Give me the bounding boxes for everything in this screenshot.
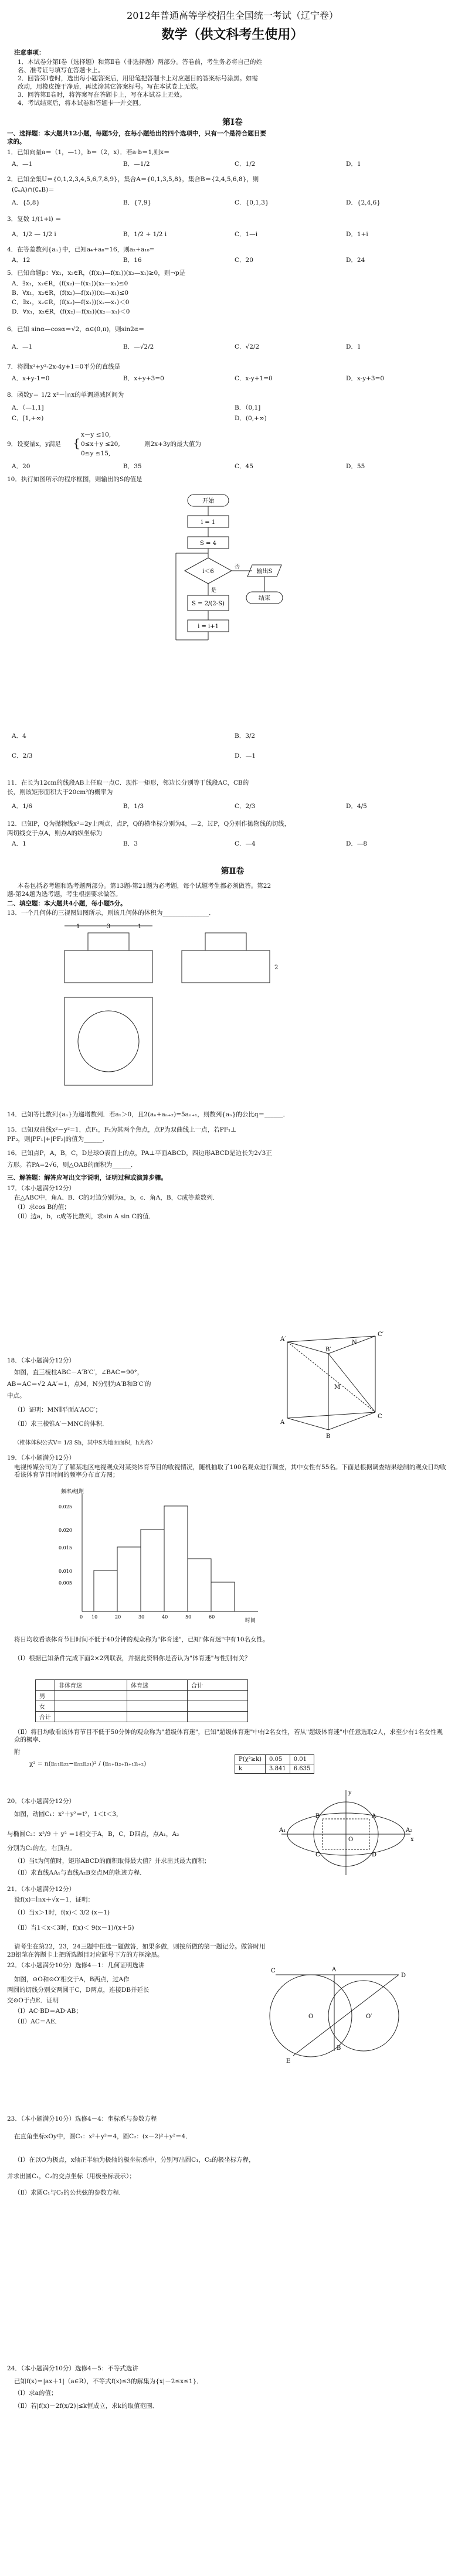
flow-end: 结束 <box>259 595 270 602</box>
q5-option: D．∀x₁，x₂∈R，(f(x₂)—f(x₁))(x₂—x₁)＜0 <box>12 308 130 315</box>
q22-line: （Ⅰ）AC·BD＝AD·AB； <box>14 2008 82 2015</box>
q22-line: 如图，⊙O和⊙O′相交于A，B两点，过A作 <box>14 1976 130 1983</box>
hist-ytick: 0.010 <box>59 1569 72 1574</box>
q16-stem2: 方形。若PA=2√6，则△OAB的面积为______． <box>7 1161 137 1168</box>
notice-line: 1．本试卷分第Ⅰ卷（选择题）和第Ⅱ卷（非选择题）两部分。答卷前，考生务必将自己的姓 <box>18 59 262 66</box>
q9-brace: { <box>73 436 80 450</box>
part1-title: 第Ⅰ卷 <box>222 118 243 127</box>
q18-line: （椎体体积公式V= 1/3 Sh，其中S为地面面积，h为高） <box>14 1440 156 1446</box>
part2-title: 第Ⅱ卷 <box>220 867 245 876</box>
q10-option: A．4 <box>12 732 26 740</box>
q22-line: 交⊙O于点E．证明 <box>7 1997 59 2004</box>
q13-stem: 13．一个几何体的三视图如图所示，则该几何体的体积为_______________． <box>7 909 215 916</box>
q20-line: 与椭圆C₂：x²/9 ＋ y² ＝1相交于A，B，C，D四点，点A₁，A₂ <box>7 1831 179 1838</box>
q22-label: E <box>286 2058 291 2064</box>
hist-xlabel: 时间 <box>245 1618 256 1624</box>
q3-option: A．1/2 — 1/2 i <box>12 231 56 238</box>
q11-option: A．1/6 <box>12 803 32 810</box>
q1-option: A．—1 <box>12 161 33 168</box>
q19-histogram <box>59 1488 270 1629</box>
q10-option: D．—1 <box>235 752 256 759</box>
q1-option: B．—1/2 <box>123 161 150 168</box>
q18-label: N <box>352 1340 357 1346</box>
pk-table <box>235 1754 314 1774</box>
q6-stem: 6．已知 sinα—cosα＝√2，α∈(0,π)，则sin2α＝ <box>7 326 145 333</box>
q8-option: C．[1,+∞) <box>12 415 44 422</box>
q3-option: C．1—i <box>235 231 258 238</box>
q9-tail: 则2x+3y的最大值为 <box>144 441 202 448</box>
hist-bars <box>94 1506 235 1611</box>
q5-stem: 5．已知命题p：∀x₁，x₂∈R，(f(x₂)—f(x₁))(x₂—x₁)≥0，则¬p是 <box>7 270 186 277</box>
q17-line: 在△ABC中，角A、B、C的对边分别为a，b，c．角A，B，C成等差数列． <box>14 1194 219 1201</box>
q2-option: A．{5,8} <box>12 199 40 206</box>
q20-line: 20．（本小题满分12分） <box>7 1798 75 1805</box>
q10-stem: 10．执行如图所示的程序框图，则输出的S的值是 <box>7 476 142 483</box>
q22-line: 两圆的切线分别交两圆于C，D两点，连接DB并延长 <box>7 1986 150 1994</box>
hist-ylabel: 频率/组距 <box>61 1489 84 1495</box>
notice-line: 4．考试结束后，将本试卷和答题卡一并交回。 <box>18 100 145 107</box>
q23-line: 23．（本小题满分10分）选修4－4：坐标系与参数方程 <box>7 2115 157 2122</box>
flow-no: 否 <box>235 564 240 570</box>
hist-ytick: 0.015 <box>59 1545 72 1551</box>
q12-option: C．—4 <box>235 840 256 847</box>
q11-stem: 11．在长为12cm的线段AB上任取一点C．现作一矩形，邻边长分别等于线段AC，CB的 <box>7 779 249 786</box>
q20-label: O <box>348 1836 354 1843</box>
q2-stem2: (∁ᵤA)∩(∁ᵤB)＝ <box>12 186 55 193</box>
q4-option: A．12 <box>12 257 30 264</box>
q18-label: M <box>334 1384 341 1391</box>
hist-xtick: 40 <box>162 1614 168 1620</box>
q9-constraint: 0≤y ≤15, <box>81 450 111 457</box>
flow-yes: 是 <box>211 588 217 594</box>
q20-label: y <box>348 1790 352 1796</box>
q20-label: A₂ <box>406 1827 413 1834</box>
flow-condition: i＜6 <box>202 568 214 575</box>
q4-option: C．20 <box>235 257 253 264</box>
optional-instruction: 请考生在第22，23，24三题中任选一题做答，如果多做，则按所做的第一题记分。做答时用 <box>14 1943 266 1950</box>
table-cell: 非体育迷 <box>55 1680 127 1691</box>
table-row <box>36 1701 248 1712</box>
q20-label: A <box>372 1813 376 1819</box>
q12-option: B．3 <box>123 840 138 847</box>
q9-option: D．55 <box>346 463 365 470</box>
q6-option: C．√2/2 <box>235 343 260 350</box>
q9-option: A．20 <box>12 463 30 470</box>
hist-ytick: 0.020 <box>59 1528 72 1533</box>
table-cell: 0.05 <box>266 1755 290 1764</box>
table-cell: 3.841 <box>266 1764 290 1774</box>
q12-option: A．1 <box>12 840 26 847</box>
q1-option: D．1 <box>346 161 361 168</box>
q21-line: 设f(x)=㏑x＋√x－1，证明： <box>14 1896 94 1903</box>
q7-option: D．x-y+3=0 <box>346 375 385 382</box>
q2-stem: 2．已知全集U＝{0,1,2,3,4,5,6,7,8,9}，集合A＝{0,1,3,5,8}，集合B＝{2,4,5,6,8}，则 <box>7 176 259 183</box>
q19-line: 19．（本小题满分12分） <box>7 1454 75 1461</box>
q18-line: 如图，直三棱柱ABC－A′B′C′，∠BAC＝90°， <box>14 1369 144 1376</box>
q2-option: B．{7,9} <box>123 199 152 206</box>
table-cell: 0.01 <box>290 1755 314 1764</box>
q12-option: D．—8 <box>346 840 368 847</box>
exam-title: 2012年普通高等学校招生全国统一考试（辽宁卷） <box>127 10 338 21</box>
hist-xtick: 0 <box>80 1614 83 1620</box>
q3-option: B．1/2 + 1/2 i <box>123 231 167 238</box>
q2-option: C．{0,1,3} <box>235 199 269 206</box>
q19-line: 将日均收看该体育节目时间不低于40分钟的观众称为"体育迷"，已知"体育迷"中有10名女性。 <box>14 1636 269 1643</box>
notice-line: 改动，用橡皮擦干净后，再选涂其它答案标号。写在本试卷上无效。 <box>18 83 202 90</box>
q9-option: C．45 <box>235 463 253 470</box>
table-cell: 体育迷 <box>127 1680 188 1691</box>
part2-intro: 题-第24题为选考题，考生根据要求做答。 <box>7 891 122 898</box>
q18-label: A′ <box>280 1336 286 1342</box>
q20-line: （Ⅱ）求直线AA₁与直线A₂B交点M的轨迹方程． <box>14 1869 146 1876</box>
q6-option: B．—√2/2 <box>123 343 154 350</box>
q9-constraint: 0≤x＋y ≤20, <box>81 441 120 448</box>
flow-increment: i = i+1 <box>198 623 219 630</box>
q10-option: B．3/2 <box>235 732 256 740</box>
q22-label: O <box>308 2013 314 2020</box>
q14-stem: 14．已知等比数列{aₙ}为递增数列．若a₁＞0，且2(aₙ+aₙ₊₂)=5aₙ₊₁，则数列{aₙ}的公比q＝______． <box>7 1111 290 1118</box>
notice-heading: 注意事项： <box>14 49 45 56</box>
q10-option: C．2/3 <box>12 752 33 759</box>
q8-stem: 8．函数y＝ 1/2 x²－㏑x的单调递减区间为 <box>7 391 124 398</box>
q3-option: D．1+i <box>346 231 368 238</box>
q5-option: A．∃x₁，x₂∈R，(f(x₂)—f(x₁))(x₂—x₁)≤0 <box>12 280 128 287</box>
q15-stem: 15．已知双曲线x²－y²=1，点F₁，F₂为其两个焦点，点P为双曲线上一点，若PF₁⊥ <box>7 1126 237 1133</box>
q8-option: B．（0,1] <box>235 404 261 411</box>
q3-stem: 3．复数 1/(1+i) ＝ <box>7 216 62 223</box>
q24-line: 24．（本小题满分10分）选修4－5：不等式选讲 <box>7 2365 138 2372</box>
q18-label: B′ <box>325 1347 331 1353</box>
q23-line: 在直角坐标xOy中，圆C₁：x²＋y²＝4，圆C₂：(x－2)²＋y²＝4． <box>14 2133 192 2140</box>
q5-option: B．∀x₁，x₂∈R，(f(x₂)—f(x₁))(x₂—x₁)≤0 <box>12 289 129 297</box>
q19-line: （Ⅱ）将日均收看该体育节目不低于50分钟的观众称为"超级体育迷"，已知"超级体育迷"中有2名女性，若从"超级体育迷"中任意选取2人，求至少有1名女性观众的概率． <box>14 1729 443 1743</box>
flow-init-i: i = 1 <box>201 519 216 526</box>
hist-xtick: 10 <box>91 1614 98 1620</box>
q23-line: （Ⅱ）求圆C₁与C₂的公共弦的参数方程． <box>14 2189 125 2196</box>
q1-option: C．1/2 <box>235 161 256 168</box>
chi-square-formula: χ² = n(n₁₁n₂₂−n₁₂n₂₁)² / (n₁₊n₂₊n₊₁n₊₂) <box>29 1760 147 1767</box>
q20-label: C <box>315 1852 320 1858</box>
q5-option: C．∃x₁，x₂∈R，(f(x₂)—f(x₁))(x₂—x₁)＜0 <box>12 299 130 306</box>
q18-line: （Ⅰ）证明：MN∥平面A′ACC′； <box>14 1406 101 1413</box>
table-cell: 6.635 <box>290 1764 314 1774</box>
q22-line: 22．（本小题满分10分）选修4－1：几何证明选讲 <box>7 1962 145 1969</box>
flow-init-s: S = 4 <box>200 540 216 547</box>
q22-label: A <box>332 1967 337 1973</box>
q20-line: 如图，动圆C₁：x²＋y²＝t²，1＜t＜3， <box>14 1811 123 1818</box>
q13-three-views <box>53 921 287 1097</box>
table-cell: 女 <box>36 1701 55 1712</box>
q8-option: D．(0,+∞) <box>235 415 267 422</box>
q1-stem: 1．已知向量a＝（1，—1），b＝（2，x）．若a·b＝1,则x＝ <box>7 149 170 156</box>
q20-label: B <box>315 1813 320 1819</box>
mc-instruction: 一、选择题：本大题共12小题，每题5分，在每小题给出的四个选项中，只有一个是符合题目要 <box>7 130 266 137</box>
q20-label: x <box>410 1836 414 1843</box>
q19-line: 电视传媒公司为了了解某地区电视观众对某类体育节目的收视情况，随机抽取了100名观众进行调查，其中女性有55名。下面是根据调查结果绘制的观众日均收看该体育节目时间的频率分布直方图； <box>14 1464 446 1478</box>
table-cell: 合计 <box>36 1712 55 1722</box>
q23-line: （Ⅰ）在以O为极点，x轴正半轴为极轴的极坐标系中，分别写出圆C₁，C₂的极坐标方程， <box>14 2156 255 2163</box>
q13-dim-label: 1 <box>76 924 80 930</box>
q18-line: AB＝AC＝√2 AA′＝1，点M，N分别为A′B和B′C′的 <box>7 1381 151 1388</box>
q20-line: 分别为C₂的左，右顶点。 <box>7 1845 76 1852</box>
q24-line: 已知f(x)＝|ax＋1|（a∈R），不等式f(x)≤3的解集为{x|－2≤x≤1}． <box>14 2378 203 2385</box>
q17-line: 17．（本小题满分12分） <box>7 1185 75 1192</box>
table-row <box>36 1712 248 1722</box>
q18-label: C <box>378 1413 382 1420</box>
q23-line: 并求出圆C₁，C₂的交点坐标（用极坐标表示）； <box>7 2173 135 2180</box>
q21-line: 21．（本小题满分12分） <box>7 1886 75 1893</box>
q11-option: D．4/5 <box>346 803 367 810</box>
table-row <box>235 1764 314 1774</box>
q11-option: C．2/3 <box>235 803 256 810</box>
subject-title: 数学（供文科考生使用） <box>161 28 304 42</box>
q9-option: B．35 <box>123 463 142 470</box>
q18-line: 中点。 <box>7 1392 26 1399</box>
q7-option: C．x-y+1=0 <box>235 375 273 382</box>
q22-label: B <box>337 2045 341 2052</box>
q22-label: O′ <box>366 2013 372 2020</box>
table-row <box>36 1680 248 1691</box>
q22-label: C <box>271 1968 276 1974</box>
q9-constraint: x－y ≤10, <box>81 431 111 438</box>
q6-option: D．1 <box>346 343 361 350</box>
answer-heading: 三、解答题：解答应写出文字说明，证明过程或演算步骤。 <box>7 1174 167 1181</box>
flow-output: 输出S <box>256 568 273 575</box>
q20-label: A₁ <box>279 1827 286 1834</box>
q12-stem2: 两切线交于点A，则点A的纵坐标为 <box>7 830 103 837</box>
q18-line: （Ⅱ）求三棱锥A′－MNC的体积． <box>14 1420 108 1427</box>
table-row <box>235 1755 314 1764</box>
q15-stem2: PF₂，则|PF₁|+|PF₂|的值为______． <box>7 1136 109 1143</box>
q21-line: （Ⅱ）当1＜x＜3时，f(x)＜ 9(x－1)/(x＋5) <box>14 1924 134 1931</box>
hist-xtick: 30 <box>138 1614 145 1620</box>
hist-ytick: 0.005 <box>59 1580 72 1586</box>
q4-option: B．16 <box>123 257 142 264</box>
q22-label: D <box>401 1972 406 1979</box>
q4-stem: 4．在等差数列{aₙ}中，已知a₄+a₈=16，则a₂+a₁₀= <box>7 246 155 253</box>
q20-label: D <box>372 1852 377 1858</box>
hist-xtick: 60 <box>209 1614 215 1620</box>
q18-label: B <box>326 1433 331 1440</box>
q20-ellipse-figure <box>276 1787 416 1881</box>
table-cell <box>36 1680 55 1691</box>
q18-label: C′ <box>378 1331 383 1338</box>
q11-option: B．1/3 <box>123 803 144 810</box>
table-cell: 合计 <box>188 1680 248 1691</box>
q22-line: （Ⅱ）AC＝AE． <box>14 2018 62 2025</box>
mc-instruction: 求的。 <box>7 138 26 145</box>
q4-option: D．24 <box>346 257 365 264</box>
q17-line: （Ⅰ）求cos B的值； <box>14 1204 70 1211</box>
flow-start: 开始 <box>202 498 214 505</box>
q21-line: （Ⅰ）当x＞1时，f(x)＜ 3/2 (x－1) <box>14 1909 110 1916</box>
q11-stem2: 长，则该矩形面积大于20cm²的概率为 <box>7 789 113 796</box>
q17-line: （Ⅱ）边a，b，c成等比数列，求sin A sin C的值． <box>14 1213 155 1220</box>
table-cell: P(χ²≥k) <box>235 1755 266 1764</box>
q9-stem: 9．设变量x，y满足 <box>7 441 62 448</box>
fill-heading: 二、填空题：本大题共4小题，每小题5分。 <box>7 900 127 907</box>
q22-circles-figure <box>258 1963 422 2069</box>
q13-dim-label: 2 <box>274 965 279 971</box>
q7-stem: 7．将圆x²+y²-2x-4y+1=0平分的直线是 <box>7 363 121 370</box>
q6-option: A．—1 <box>12 343 33 350</box>
q13-dim-label: 3 <box>106 924 111 930</box>
q19-line: 附 <box>14 1749 21 1756</box>
q13-dim-label: 1 <box>138 924 142 930</box>
optional-instruction: 2B铅笔在答题卡上把所选题目对应题号下方的方框涂黑。 <box>7 1951 164 1958</box>
q8-option: A．（—1,1] <box>12 404 44 411</box>
q24-line: （Ⅱ）若|f(x)－2f(x/2)|≤k恒成立，求k的取值范围． <box>14 2403 159 2410</box>
q18-prism-figure <box>276 1330 393 1447</box>
q2-option: D．{2,4,6} <box>346 199 381 206</box>
q12-stem: 12．已知P，Q为抛物线x²=2y上两点，点P，Q的横坐标分别为4，—2，过P，Q分别作抛物线的切线， <box>7 820 291 827</box>
q7-option: B．x+y+3=0 <box>123 375 164 382</box>
flow-update-s: S = 2/(2-S) <box>192 601 225 607</box>
hist-xtick: 20 <box>115 1614 121 1620</box>
q18-label: A <box>280 1419 285 1426</box>
q10-flowchart <box>164 488 305 710</box>
contingency-table <box>35 1679 248 1722</box>
hist-ytick: 0.025 <box>59 1504 72 1510</box>
q7-option: A．x+y-1=0 <box>12 375 50 382</box>
q18-line: 18．（本小题满分12分） <box>7 1357 75 1364</box>
hist-xtick: 50 <box>185 1614 192 1620</box>
table-cell: 男 <box>36 1691 55 1701</box>
part2-intro: 本卷包括必考题和选考题两部分。第13题-第21题为必考题，每个试题考生都必须做答。第22 <box>18 882 271 890</box>
notice-line: 2．回答第Ⅰ卷时，选出每小题答案后，用铅笔把答题卡上对应题目的答案标号涂黑。如需 <box>18 75 258 82</box>
table-row <box>36 1691 248 1701</box>
q16-stem: 16．已知点P，A，B，C，D是球O表面上的点，PA⊥平面ABCD，四边形ABCD是边长为2√3正 <box>7 1150 272 1157</box>
q19-line: （Ⅰ）根据已知条件完成下面2×2列联表，并据此资料你是否认为"体育迷"与性别有关？ <box>14 1655 251 1662</box>
notice-line: 名、准考证号填写在答题卡上。 <box>18 67 104 74</box>
table-cell: k <box>235 1764 266 1774</box>
notice-line: 3．回答第Ⅱ卷时，将答案写在答题卡上，写在本试卷上无效。 <box>18 91 186 98</box>
q24-line: （Ⅰ）求a的值； <box>14 2390 57 2397</box>
q20-line: （Ⅰ）当t为何值时，矩形ABCD的面积取得最大值？并求出其最大面积； <box>14 1858 211 1865</box>
